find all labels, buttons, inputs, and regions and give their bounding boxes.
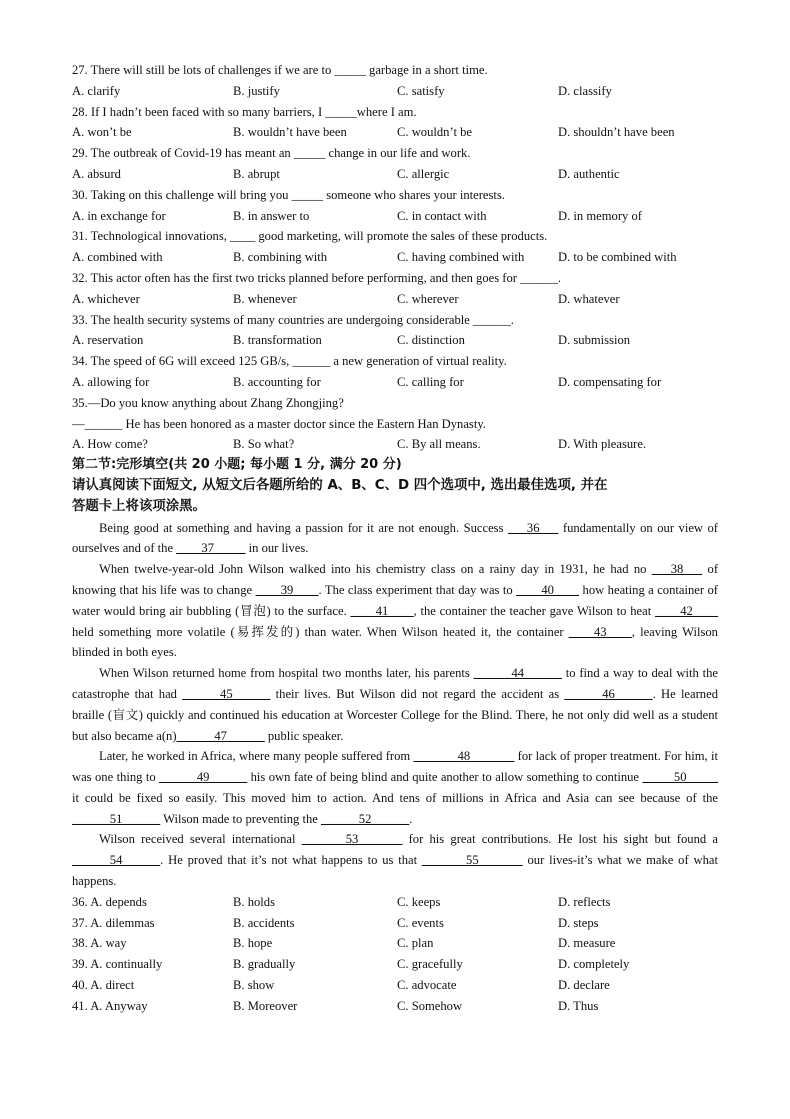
option-d: D. whatever bbox=[558, 291, 620, 306]
question-stem: 35.—Do you know anything about Zhang Zhongjing? bbox=[72, 395, 344, 410]
option-a: 37. A. dilemmas bbox=[72, 915, 155, 930]
cloze-options bbox=[72, 975, 718, 996]
option-d: D. reflects bbox=[558, 894, 611, 909]
passage-paragraph: When Wilson returned home from hospital two months later, his parents ______44______ to find a way to deal with the catastrophe that had ______45______ their lives. But Wilson did not regard the accident as ______46______. He learned braille (盲文) quickly and continued his education at Worcester College for the Blind. There, he not only did well as a student but also became a(n)______47______ public speaker. bbox=[72, 666, 719, 743]
option-d: D. shouldn’t have been bbox=[558, 125, 675, 140]
option-a: 39. A. continually bbox=[72, 957, 163, 972]
option-b: B. show bbox=[233, 978, 275, 993]
option-c: C. gracefully bbox=[397, 957, 463, 972]
option-c: C. wherever bbox=[397, 291, 459, 306]
option-b: B. gradually bbox=[233, 957, 296, 972]
blank-51: ______51______ bbox=[72, 811, 161, 826]
question-stem: 33. The health security systems of many countries are undergoing considerable ______. bbox=[72, 312, 514, 327]
option-b: B. accidents bbox=[233, 915, 295, 930]
option-d: D. compensating for bbox=[558, 374, 662, 389]
option-b: B. combining with bbox=[233, 250, 328, 265]
option-b: B. wouldn’t have been bbox=[233, 125, 347, 140]
blank-42: ____42____ bbox=[655, 603, 718, 618]
option-c: C. Somehow bbox=[397, 998, 463, 1013]
option-a: 40. A. direct bbox=[72, 978, 135, 993]
blank-37: ____37_____ bbox=[176, 541, 246, 556]
question-options bbox=[72, 372, 718, 393]
option-a: A. whichever bbox=[72, 291, 140, 306]
option-b: B. transformation bbox=[233, 333, 322, 348]
question-options bbox=[72, 122, 718, 143]
blank-38: ___38___ bbox=[651, 562, 703, 577]
blank-44: ______44______ bbox=[473, 666, 562, 681]
question-dialogue-line: —______ He has been honored as a master doctor since the Eastern Han Dynasty. bbox=[72, 416, 486, 431]
option-d: D. completely bbox=[558, 957, 630, 972]
blank-55: _______55_______ bbox=[421, 853, 523, 868]
option-a: 38. A. way bbox=[72, 936, 127, 951]
blank-45: ______45______ bbox=[182, 686, 271, 701]
question-stem: 27. There will still be lots of challenges if we are to _____ garbage in a short time. bbox=[72, 63, 488, 77]
option-c: C. distinction bbox=[397, 333, 465, 348]
question-stem: 34. The speed of 6G will exceed 125 GB/s, ______ a new generation of virtual reality. bbox=[72, 354, 507, 369]
option-b: B. abrupt bbox=[233, 166, 280, 181]
cloze-options bbox=[72, 892, 718, 913]
blank-48: _______48_______ bbox=[413, 749, 515, 764]
option-a: A. absurd bbox=[72, 166, 121, 181]
option-d: D. declare bbox=[558, 978, 610, 993]
cloze-options bbox=[72, 933, 718, 954]
option-a: A. in exchange for bbox=[72, 208, 166, 223]
option-c: C. allergic bbox=[397, 166, 450, 181]
question-stem: 29. The outbreak of Covid-19 has meant an _____ change in our life and work. bbox=[72, 146, 471, 161]
option-c: C. keeps bbox=[397, 894, 441, 909]
option-d: D. steps bbox=[558, 915, 599, 930]
option-a: A. reservation bbox=[72, 333, 144, 348]
passage-paragraph: When twelve-year-old John Wilson walked into his chemistry class on a rainy day in 1931, he had no ___38___ of knowing that his life was to change ____39____. The class experiment that day was to ____40____ how heating a container of water would bring air bubbling (冒泡) to the surface. ____41____, the container the teacher gave Wilson to heat ____42____ held something more volatile (易挥发的) than water. When Wilson heated it, the container ____43____, leaving Wilson blinded in both eyes. bbox=[72, 562, 719, 660]
option-a: 41. A. Anyway bbox=[72, 998, 148, 1013]
question-options bbox=[72, 289, 718, 310]
option-d: D. Thus bbox=[558, 998, 599, 1013]
passage-paragraph: Being good at something and having a passion for it are not enough. Success ___36___ fundamentally on our view of ourselves and of the ____37_____ in our lives. bbox=[72, 520, 718, 556]
option-b: B. accounting for bbox=[233, 374, 321, 389]
blank-46: ______46______ bbox=[564, 686, 653, 701]
option-c: C. events bbox=[397, 915, 444, 930]
option-a: 36. A. depends bbox=[72, 894, 147, 909]
blank-49: ______49______ bbox=[159, 770, 248, 785]
option-b: B. in answer to bbox=[233, 208, 310, 223]
question-options bbox=[72, 164, 718, 185]
blank-40: ____40____ bbox=[516, 582, 580, 597]
option-d: D. to be combined with bbox=[558, 250, 677, 265]
option-c: C. in contact with bbox=[397, 208, 487, 223]
passage-paragraph: Later, he worked in Africa, where many people suffered from _______48_______ for lack of proper treatment. For him, it was one thing to ______49______ his own fate of being blind and quite another to allow something to continue _____50_____ it could be fixed so easily. This moved him to action. And tens of millions in Africa and Asia can see because of the ______51______ Wilson made to preventing the ______52______. bbox=[72, 749, 718, 826]
question-stem: 31. Technological innovations, ____ good marketing, will promote the sales of these products. bbox=[72, 229, 548, 244]
option-a: A. clarify bbox=[72, 83, 121, 98]
option-b: B. holds bbox=[233, 894, 275, 909]
section-title: 第二节:完形填空(共 20 小题; 每小题 1 分, 满分 20 分) bbox=[72, 457, 402, 473]
blank-43: ____43____ bbox=[568, 624, 632, 639]
blank-54: ______54______ bbox=[72, 853, 161, 868]
option-d: D. in memory of bbox=[558, 208, 642, 223]
option-d: D. With pleasure. bbox=[558, 437, 647, 452]
option-d: D. submission bbox=[558, 333, 631, 348]
question-options bbox=[72, 330, 718, 351]
option-a: A. How come? bbox=[72, 437, 148, 452]
option-b: B. whenever bbox=[233, 291, 297, 306]
option-d: D. measure bbox=[558, 936, 616, 951]
question-options bbox=[72, 206, 718, 227]
blank-50: _____50_____ bbox=[642, 770, 718, 785]
option-c: C. By all means. bbox=[397, 437, 481, 452]
blank-47: ______47______ bbox=[176, 728, 265, 743]
blank-36: ___36___ bbox=[508, 520, 559, 535]
question-options bbox=[72, 434, 718, 455]
option-c: C. plan bbox=[397, 936, 434, 951]
option-c: C. advocate bbox=[397, 978, 457, 993]
blank-39: ____39____ bbox=[255, 582, 319, 597]
question-stem: 28. If I hadn’t been faced with so many barriers, I _____where I am. bbox=[72, 104, 417, 119]
option-b: B. justify bbox=[233, 83, 280, 98]
blank-52: ______52______ bbox=[321, 811, 410, 826]
cloze-options bbox=[72, 996, 718, 1017]
question-stem: 30. Taking on this challenge will bring you _____ someone who shares your interests. bbox=[72, 187, 505, 202]
option-c: C. wouldn’t be bbox=[397, 125, 472, 140]
exam-page bbox=[72, 60, 718, 1017]
option-b: B. Moreover bbox=[233, 998, 298, 1013]
section-instruction-cont: 答题卡上将该项涂黑。 bbox=[72, 498, 206, 514]
option-b: B. So what? bbox=[233, 437, 295, 452]
option-c: C. satisfy bbox=[397, 83, 445, 98]
question-stem: 32. This actor often has the first two tricks planned before performing, and then goes for ______. bbox=[72, 270, 562, 285]
option-c: C. calling for bbox=[397, 374, 464, 389]
question-options bbox=[72, 247, 718, 268]
passage-paragraph: Wilson received several international _______53_______ for his great contributions. He lost his sight but found a ______54______. He proved that it’s not what happens to us that _______55_______ our lives-it’s what we make of what happens. bbox=[72, 832, 718, 889]
option-d: D. authentic bbox=[558, 166, 620, 181]
blank-41: ____41____ bbox=[350, 603, 414, 618]
option-a: A. won’t be bbox=[72, 125, 132, 140]
blank-53: _______53_______ bbox=[301, 832, 403, 847]
option-a: A. allowing for bbox=[72, 374, 150, 389]
option-b: B. hope bbox=[233, 936, 273, 951]
cloze-options bbox=[72, 913, 718, 934]
option-c: C. having combined with bbox=[397, 250, 525, 265]
question-options bbox=[72, 81, 718, 102]
option-d: D. classify bbox=[558, 83, 612, 98]
option-a: A. combined with bbox=[72, 250, 163, 265]
section-instruction: 请认真阅读下面短文, 从短文后各题所给的 A、B、C、D 四个选项中, 选出最佳选项, 并在 bbox=[72, 477, 608, 493]
cloze-options bbox=[72, 954, 718, 975]
